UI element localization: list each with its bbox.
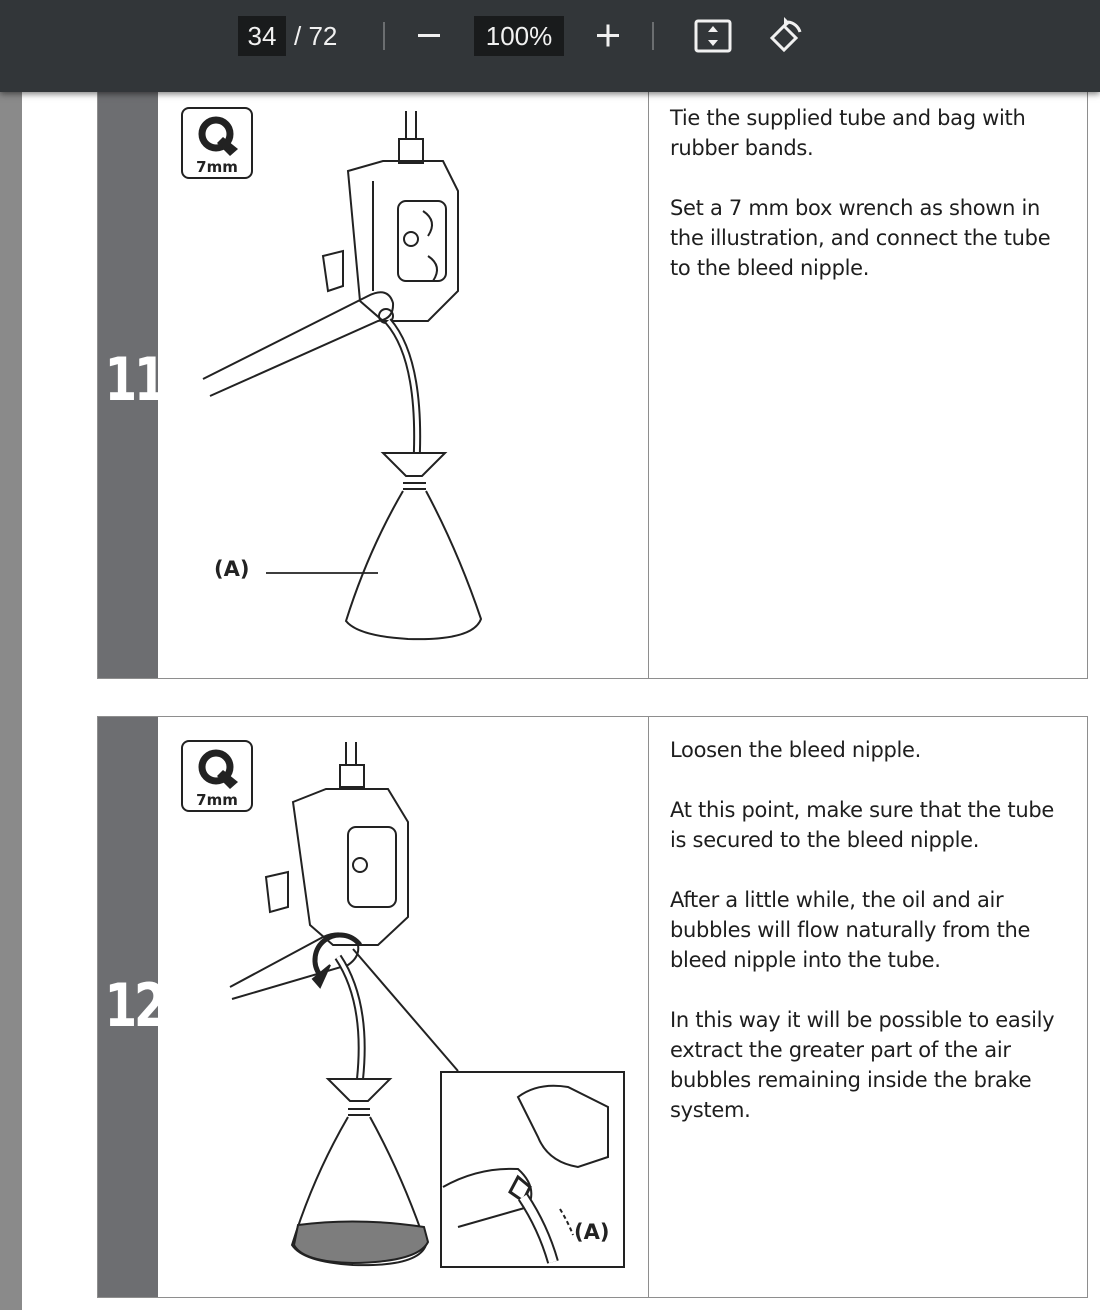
page-number-input[interactable]: 34 <box>238 16 286 56</box>
step-instructions <box>670 735 1070 1155</box>
callout-label: (A) <box>214 557 250 581</box>
fit-page-icon <box>689 12 737 60</box>
fit-page-button[interactable] <box>689 12 737 60</box>
toolbar-separator <box>652 22 654 50</box>
pdf-page <box>22 92 1100 1310</box>
minus-icon <box>405 12 453 60</box>
callout-label: (A) <box>574 1220 610 1244</box>
toolbar-separator <box>383 22 385 50</box>
instruction-paragraph: At this point, make sure that the tube is secured to the bleed nipple. <box>670 798 1055 852</box>
instruction-paragraph: After a little while, the oil and air bubbles will flow naturally from the bleed nipple into the tube. <box>670 888 1031 972</box>
wrench-size-label: 7mm <box>196 791 238 809</box>
bleed-illustration <box>98 717 648 1297</box>
wrench-size-label: 7mm <box>196 158 238 176</box>
column-divider <box>648 717 649 1297</box>
step-number: 12 <box>104 971 164 1041</box>
column-divider <box>648 91 649 678</box>
rotate-button[interactable] <box>762 12 810 60</box>
plus-icon <box>584 12 632 60</box>
step-12-box <box>97 716 1088 1298</box>
zoom-out-button[interactable] <box>405 12 453 60</box>
instruction-paragraph: In this way it will be possible to easily extract the greater part of the air bubbles remaining inside the brake system. <box>670 1008 1055 1122</box>
step-number: 11 <box>104 345 164 415</box>
zoom-in-button[interactable] <box>584 12 632 60</box>
bleed-illustration <box>98 91 648 678</box>
step-instructions <box>670 103 1070 313</box>
step-11-box <box>97 90 1088 679</box>
zoom-level-input[interactable]: 100% <box>474 16 564 56</box>
rotate-icon <box>762 12 810 60</box>
page-total: / 72 <box>294 21 338 51</box>
instruction-paragraph: Set a 7 mm box wrench as shown in the illustration, and connect the tube to the bleed nipple. <box>670 196 1051 280</box>
instruction-paragraph: Tie the supplied tube and bag with rubber bands. <box>670 106 1026 160</box>
pdf-toolbar <box>0 0 1100 92</box>
instruction-paragraph: Loosen the bleed nipple. <box>670 738 922 762</box>
viewer-left-edge <box>0 92 22 1310</box>
